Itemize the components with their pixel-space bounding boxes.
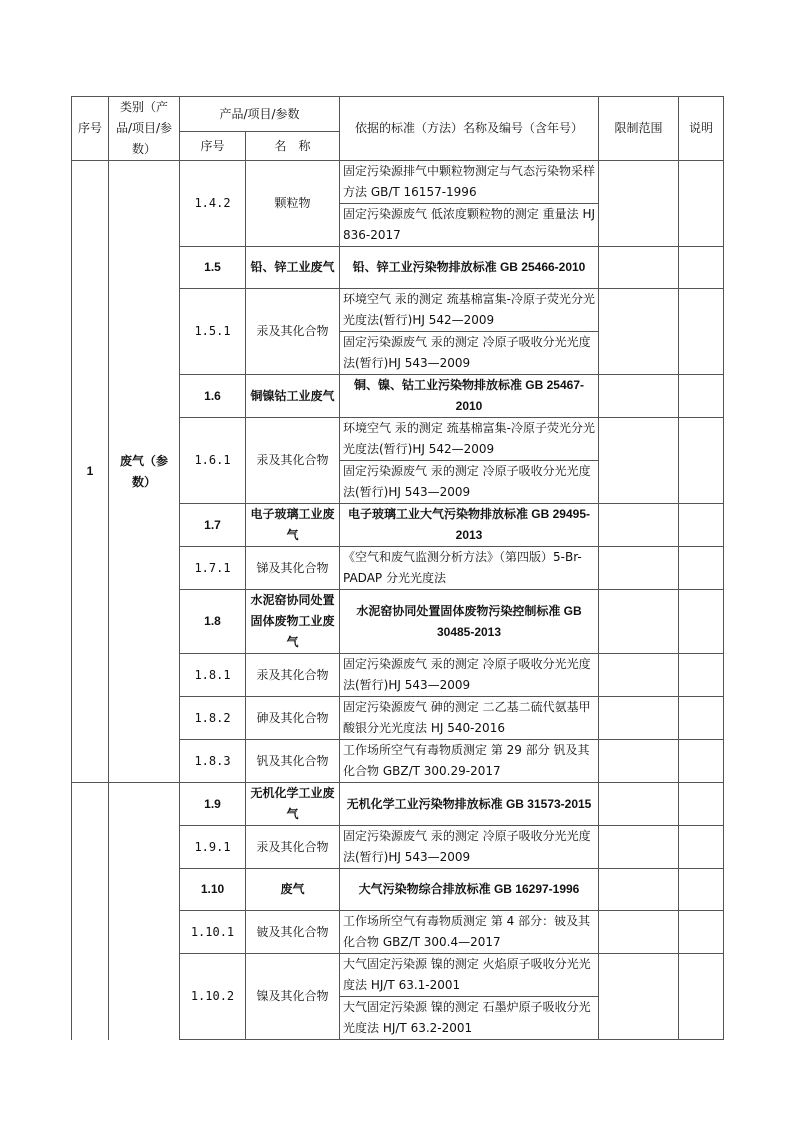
row-seq: 1.8	[180, 590, 246, 654]
row-standard: 工作场所空气有毒物质测定 第 29 部分 钒及其化合物 GBZ/T 300.29-2017	[340, 740, 599, 783]
table-row	[72, 783, 724, 826]
row-seq: 1.9	[180, 783, 246, 826]
row-seq: 1.6	[180, 375, 246, 418]
row-limit	[599, 697, 679, 740]
row-limit	[599, 289, 679, 375]
row-limit	[599, 161, 679, 247]
header-sub-seq: 序号	[180, 132, 246, 161]
header-product-group: 产品/项目/参数	[180, 97, 340, 132]
row-seq: 1.7	[180, 504, 246, 547]
row-seq: 1.10.2	[180, 954, 246, 1040]
row-note	[679, 289, 724, 375]
row-name: 铍及其化合物	[246, 911, 340, 954]
row-name: 汞及其化合物	[246, 826, 340, 869]
row-note	[679, 590, 724, 654]
row-name: 砷及其化合物	[246, 697, 340, 740]
group-category-continued	[109, 783, 180, 1040]
row-standard: 铜、镍、钴工业污染物排放标准 GB 25467-2010	[340, 375, 599, 418]
row-seq: 1.6.1	[180, 418, 246, 504]
header-note: 说明	[679, 97, 724, 161]
row-limit	[599, 590, 679, 654]
row-limit	[599, 547, 679, 590]
header-category: 类别（产品/项目/参数）	[109, 97, 180, 161]
row-note	[679, 161, 724, 247]
row-standard: 《空气和废气监测分析方法》（第四版）5-Br-PADAP 分光光度法	[340, 547, 599, 590]
row-name: 铜镍钴工业废气	[246, 375, 340, 418]
header-name: 名 称	[246, 132, 340, 161]
row-name: 无机化学工业废气	[246, 783, 340, 826]
row-name: 电子玻璃工业废气	[246, 504, 340, 547]
row-note	[679, 654, 724, 697]
row-limit	[599, 375, 679, 418]
row-note	[679, 247, 724, 289]
row-name: 水泥窑协同处置固体废物工业废气	[246, 590, 340, 654]
row-note	[679, 547, 724, 590]
row-limit	[599, 504, 679, 547]
row-standard: 工作场所空气有毒物质测定 第 4 部分：铍及其化合物 GBZ/T 300.4—2017	[340, 911, 599, 954]
row-note	[679, 954, 724, 1040]
row-seq: 1.5.1	[180, 289, 246, 375]
row-seq: 1.10.1	[180, 911, 246, 954]
table-row	[72, 161, 724, 204]
row-standard: 无机化学工业污染物排放标准 GB 31573-2015	[340, 783, 599, 826]
header-limit: 限制范围	[599, 97, 679, 161]
row-note	[679, 869, 724, 911]
row-seq: 1.8.1	[180, 654, 246, 697]
row-note	[679, 911, 724, 954]
row-standard: 固定污染源废气 砷的测定 二乙基二硫代氨基甲酸银分光光度法 HJ 540-2016	[340, 697, 599, 740]
row-limit	[599, 783, 679, 826]
row-limit	[599, 418, 679, 504]
row-seq: 1.9.1	[180, 826, 246, 869]
row-note	[679, 418, 724, 504]
row-standard: 固定污染源废气 汞的测定 冷原子吸收分光光度法(暂行)HJ 543—2009	[340, 461, 599, 504]
row-name: 废气	[246, 869, 340, 911]
group-category: 废气（参数）	[109, 161, 180, 783]
row-standard: 固定污染源排气中颗粒物测定与气态污染物采样方法 GB/T 16157-1996	[340, 161, 599, 204]
row-name: 汞及其化合物	[246, 418, 340, 504]
row-note	[679, 375, 724, 418]
row-note	[679, 504, 724, 547]
row-standard: 环境空气 汞的测定 巯基棉富集-冷原子荧光分光光度法(暂行)HJ 542—2009	[340, 289, 599, 332]
row-name: 汞及其化合物	[246, 289, 340, 375]
row-seq: 1.8.3	[180, 740, 246, 783]
row-standard: 固定污染源废气 汞的测定 冷原子吸收分光光度法(暂行)HJ 543—2009	[340, 826, 599, 869]
row-note	[679, 697, 724, 740]
row-limit	[599, 954, 679, 1040]
row-seq: 1.10	[180, 869, 246, 911]
header-seq: 序号	[72, 97, 109, 161]
row-limit	[599, 247, 679, 289]
row-standard: 大气污染物综合排放标准 GB 16297-1996	[340, 869, 599, 911]
row-limit	[599, 740, 679, 783]
row-standard: 大气固定污染源 镍的测定 火焰原子吸收分光光度法 HJ/T 63.1-2001	[340, 954, 599, 997]
row-note	[679, 826, 724, 869]
row-standard: 电子玻璃工业大气污染物排放标准 GB 29495-2013	[340, 504, 599, 547]
row-standard: 大气固定污染源 镍的测定 石墨炉原子吸收分光光度法 HJ/T 63.2-2001	[340, 997, 599, 1040]
row-standard: 固定污染源废气 汞的测定 冷原子吸收分光光度法(暂行)HJ 543—2009	[340, 332, 599, 375]
row-seq: 1.5	[180, 247, 246, 289]
row-seq: 1.4.2	[180, 161, 246, 247]
row-note	[679, 740, 724, 783]
row-seq: 1.7.1	[180, 547, 246, 590]
row-standard: 固定污染源废气 汞的测定 冷原子吸收分光光度法(暂行)HJ 543—2009	[340, 654, 599, 697]
row-standard: 水泥窑协同处置固体废物污染控制标准 GB 30485-2013	[340, 590, 599, 654]
row-standard: 环境空气 汞的测定 巯基棉富集-冷原子荧光分光光度法(暂行)HJ 542—2009	[340, 418, 599, 461]
standards-table	[71, 96, 724, 1040]
row-name: 汞及其化合物	[246, 654, 340, 697]
row-standard: 固定污染源废气 低浓度颗粒物的测定 重量法 HJ 836-2017	[340, 204, 599, 247]
row-limit	[599, 826, 679, 869]
row-limit	[599, 869, 679, 911]
row-note	[679, 783, 724, 826]
row-name: 铅、锌工业废气	[246, 247, 340, 289]
row-name: 镍及其化合物	[246, 954, 340, 1040]
row-limit	[599, 911, 679, 954]
row-name: 锑及其化合物	[246, 547, 340, 590]
row-name: 颗粒物	[246, 161, 340, 247]
group-seq: 1	[72, 161, 109, 783]
header-standard: 依据的标准（方法）名称及编号（含年号）	[340, 97, 599, 161]
group-seq-continued	[72, 783, 109, 1040]
row-standard: 铅、锌工业污染物排放标准 GB 25466-2010	[340, 247, 599, 289]
row-seq: 1.8.2	[180, 697, 246, 740]
row-name: 钒及其化合物	[246, 740, 340, 783]
row-limit	[599, 654, 679, 697]
